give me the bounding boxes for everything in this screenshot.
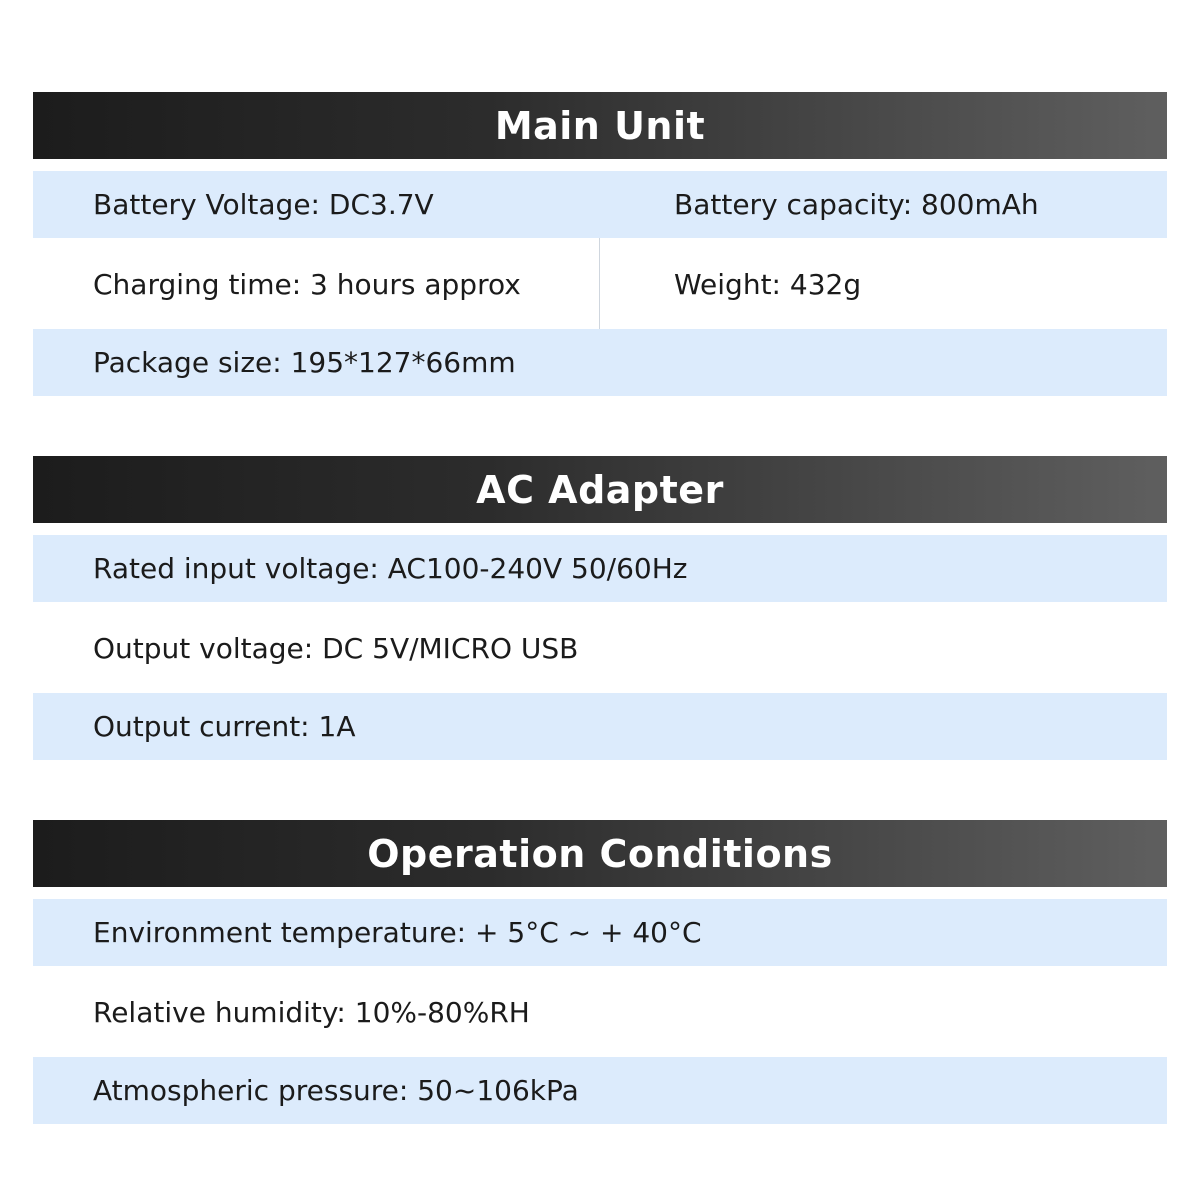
ac-adapter-header: [33, 456, 1167, 523]
spec-row: [33, 1057, 1167, 1124]
spec-rated-input-voltage: Rated input voltage: AC100-240V 50/60Hz: [93, 552, 688, 585]
spec-relative-humidity: Relative humidity: 10%-80%RH: [93, 996, 530, 1029]
spec-row: [33, 615, 1167, 682]
spec-row: [33, 979, 1167, 1046]
spec-battery-voltage: Battery Voltage: DC3.7V: [93, 188, 434, 221]
spec-package-size: Package size: 195*127*66mm: [93, 346, 516, 379]
spec-battery-capacity: Battery capacity: 800mAh: [674, 188, 1039, 221]
spec-row: [33, 171, 1167, 238]
spec-atmospheric-pressure: Atmospheric pressure: 50~106kPa: [93, 1074, 579, 1107]
ac-adapter-title: AC Adapter: [476, 467, 724, 512]
operation-conditions-section: [33, 820, 1167, 1107]
main-unit-title: Main Unit: [494, 103, 706, 148]
spec-row: [33, 251, 1167, 318]
spec-row: [33, 693, 1167, 760]
spec-environment-temperature: Environment temperature: + 5°C ~ + 40°C: [93, 916, 702, 949]
ac-adapter-section: [33, 456, 1167, 743]
operation-conditions-title: Operation Conditions: [367, 831, 833, 876]
spec-output-current: Output current: 1A: [93, 710, 356, 743]
main-unit-header: [33, 92, 1167, 159]
spec-charging-time: Charging time: 3 hours approx: [93, 268, 521, 301]
main-unit-section: [33, 92, 1167, 379]
spec-row: [33, 899, 1167, 966]
spec-output-voltage: Output voltage: DC 5V/MICRO USB: [93, 632, 579, 665]
spec-row: [33, 329, 1167, 396]
spec-row: [33, 535, 1167, 602]
spec-weight: Weight: 432g: [674, 268, 862, 301]
operation-conditions-header: [33, 820, 1167, 887]
